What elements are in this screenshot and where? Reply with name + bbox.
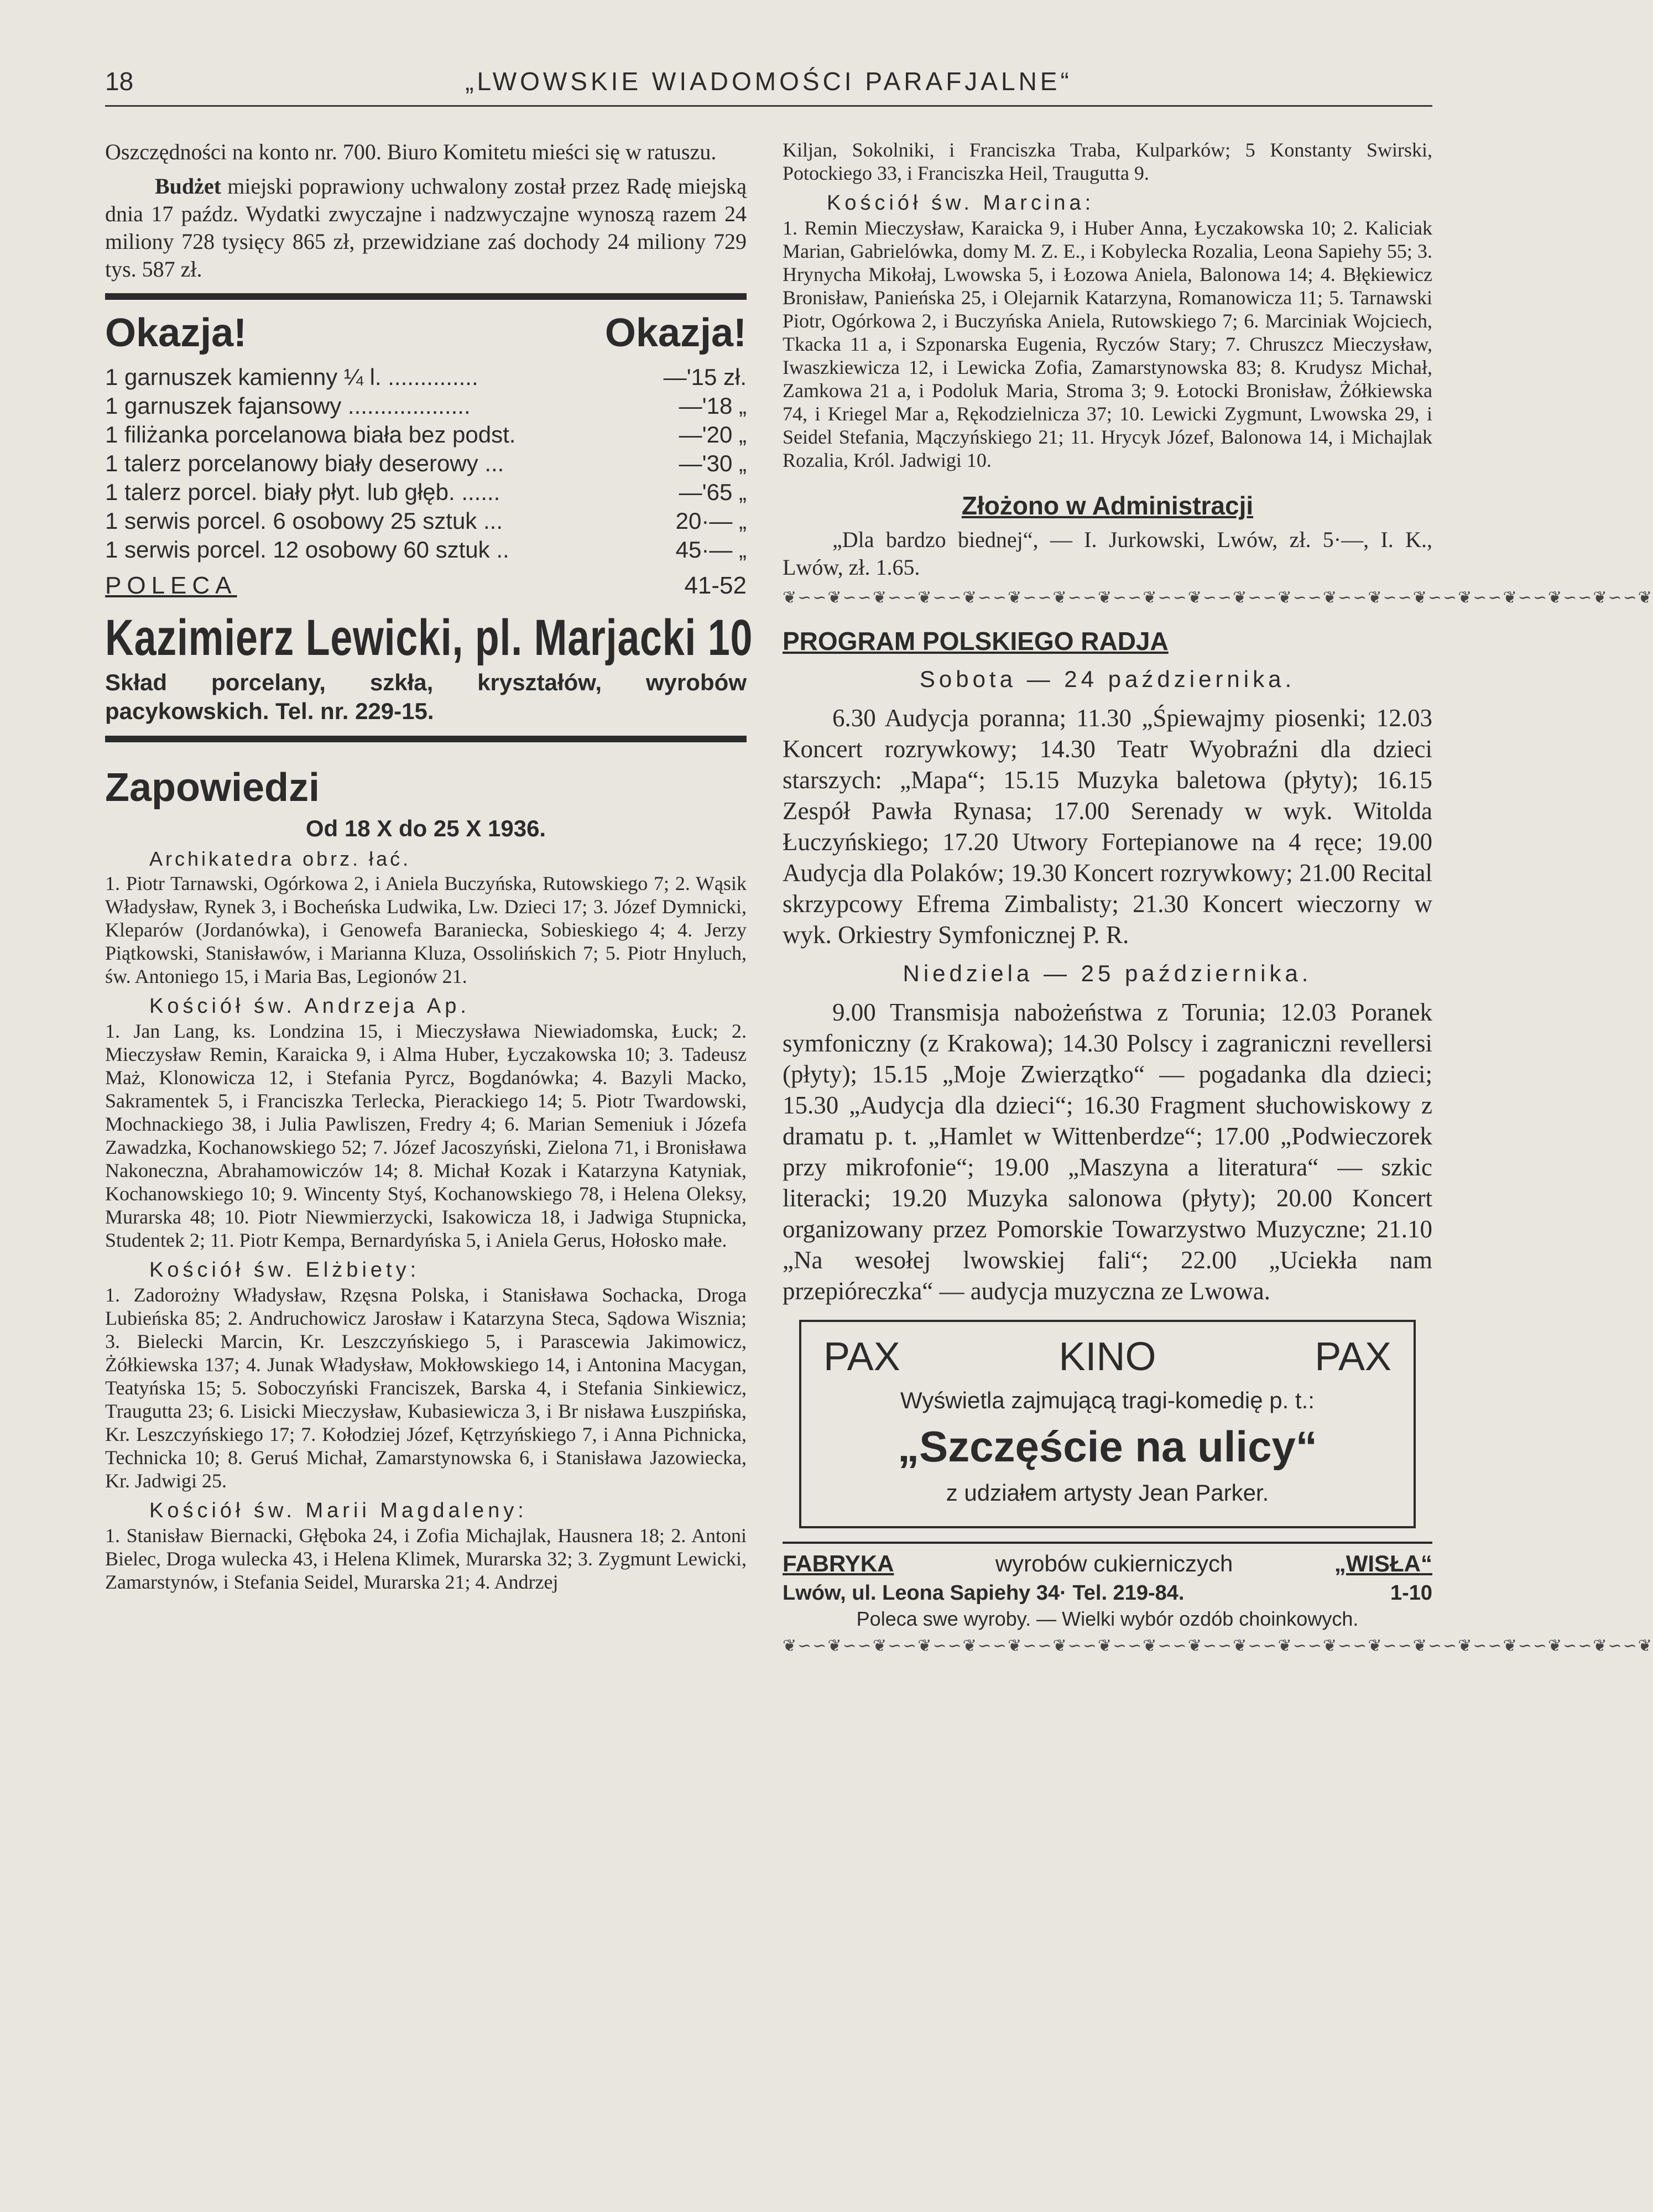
item-name: 1 serwis porcel. 12 osobowy 60 sztuk .. (105, 537, 509, 563)
price-item (105, 363, 747, 392)
zapowiedzi-dates: Od 18 X do 25 X 1936. (305, 815, 546, 841)
poleca-number: 41-52 (684, 572, 747, 599)
zapowiedzi-title: Zapowiedzi (105, 766, 320, 810)
sunday-program: 9.00 Transmisja nabożeństwa z Torunia; 12.03 Poranek symfoniczny (z Krakowa); 14.30 Polscy i zagraniczni revellersi (płyty); 15.15 „Moje Zwierzątko“ — pogadanka dla dzieci; 15.30 „Audycja dla dzieci“; 16.30 Fragment słuchowiskowy z dramatu p. t. „Hamlet w Wittenberdze“; 17.00 „Podwieczorek przy mikrofonie“; 19.00 „Maszyna a literatura“ — szkic literacki; 19.20 Muzyka salonowa (płyty); 20.00 Koncert organizowany przez Pomorskie Towarzystwo Muzyczne; 21.10 „Na wesołej lwowskiej fali“; 22.00 „Uciekła nam przepióreczka“ — audycja muzyczna ze Lwowa. (783, 998, 1432, 1305)
item-price: —'65 „ (679, 479, 747, 505)
cinema-ad (799, 1320, 1416, 1528)
factory-address-line (783, 1581, 1432, 1605)
banns-list: 1. Jan Lang, ks. Londzina 15, i Mieczysława Niewiadomska, Łuck; 2. Mieczysław Remin, Karaicka 9, i Alma Huber, Łyczakowska 10; 3. Tadeusz Maż, Klonowicza 12, i Stefania Pyrcz, Bogdanówka; 4. Bazyli Macko, Sakramentek 5, i Franciszka Terlecka, Pierackiego 14; 5. Piotr Twardowski, Mochnackiego 38, i Julia Pawliszen, Fredry 4; 6. Marian Semeniuk i Józefa Zawadzka, Kochanowskiego 52; 7. Józef Jacoszyński, Zielona 71, i Bronisława Nakoneczna, Abrahamowiczów 14; 8. Michał Kozak i Katarzyna Katyniak, Kochanowskiego 10; 9. Wincenty Styś, Kochanowskiego 78, i Helena Oleksy, Murarska 48; 10. Piotr Niewmierzycki, Isakowicza 18, i Jadwiga Stupnicka, Studentek 2; 11. Piotr Kempa, Bernardyńska 5, i Aniela Gerus, Hołosko małe. (105, 1020, 747, 1251)
price-item (105, 478, 747, 507)
firm-name: Kazimierz Lewicki, pl. Marjacki 10 (105, 610, 753, 666)
saturday-program: 6.30 Audycja poranna; 11.30 „Śpiewajmy piosenki; 12.03 Koncert rozrywkowy; 14.30 Teatr Wyobraźni dla dzieci starszych: „Mapa“; 15.15 Muzyka baletowa (płyty); 16.15 Zespół Pawła Rynasa; 17.00 Serenady w wyk. Witolda Łuczyńskiego; 17.20 Utwory Fortepianowe na 4 ręce; 19.00 Audycja dla Polaków; 19.30 Koncert rozrywkowy; 21.00 Recital skrzypcowy Efrema Zimbalisty; 21.30 Koncert wieczorny w wyk. Orkiestry Symfonicznej P. R. (783, 704, 1432, 949)
left-column (105, 138, 753, 1600)
cinema-ad-cast: z udziałem artysty Jean Parker. (946, 1480, 1269, 1506)
divider (105, 736, 747, 742)
item-name: 1 garnuszek fajansowy ................... (105, 393, 471, 419)
cinema-ad-header (823, 1334, 1391, 1380)
divider (105, 293, 747, 300)
price-item (105, 449, 747, 478)
church-heading: Archikatedra obrz. łać. (149, 847, 411, 870)
church-heading: Kościół św. Elżbiety: (149, 1258, 420, 1282)
donations-text: „Dla bardzo biednej“, — I. Jurkowski, Lwów, zł. 5·—, I. K., Lwów, zł. 1.65. (783, 527, 1432, 580)
firm-description: Skład porcelany, szkła, kryształów, wyrobów pacykowskich. Tel. nr. 229-15. (105, 669, 747, 724)
budget-text: miejski poprawiony uchwalony został przez Radę miejską dnia 17 paźdz. Wydatki zwyczajne i nadzwyczajne wynoszą razem 24 miliony 728 tysięcy 865 zł, przewidziane zaś dochody 24 miliony 729 tys. 587 zł. (105, 174, 747, 282)
film-title: „Szczęście na ulicy“ (898, 1422, 1317, 1471)
factory-ad-header (783, 1550, 1432, 1577)
church-heading: Kościół św. Marcina: (827, 191, 1095, 215)
price-list (105, 363, 747, 564)
item-price: —'20 „ (679, 421, 747, 447)
price-item (105, 507, 747, 535)
banns-continuation: Kiljan, Sokolniki, i Franciszka Traba, Kulparków; 5 Konstanty Swirski, Potockiego 33, i Franciszka Heil, Traugutta 9. (783, 139, 1432, 184)
item-name: 1 talerz porcel. biały płyt. lub głęb. ...... (105, 479, 500, 505)
banns-list: 1. Stanisław Biernacki, Głęboka 24, i Zofia Michajlak, Hausnera 18; 2. Antoni Bielec, Droga wulecka 43, i Helena Klimek, Murarska 32; 3. Zygmunt Lewicki, Zamarstynów, i Stefania Seidel, Murarska 21; 4. Andrzej (105, 1524, 747, 1593)
church-heading: Kościół św. Marii Magdaleny: (149, 1499, 528, 1522)
cinema-ad-line: Wyświetla zajmującą tragi-komedię p. t.: (900, 1387, 1315, 1413)
page-title: „LWOWSKIE WIADOMOŚCI PARAFJALNE“ (465, 67, 1072, 96)
sunday-heading: Niedziela — 25 października. (903, 960, 1312, 986)
factory-number: 1-10 (1390, 1581, 1432, 1605)
budget-lead: Budżet (155, 174, 221, 199)
okazja-left: Okazja! (105, 311, 247, 355)
factory-name: „WISŁA“ (1334, 1550, 1432, 1576)
item-name: 1 filiżanka porcelanowa biała bez podst. (105, 421, 516, 447)
price-item (105, 392, 747, 420)
pax-right: PAX (1315, 1335, 1391, 1379)
factory-kind: wyrobów cukierniczych (995, 1550, 1233, 1576)
factory-tagline: Poleca swe wyroby. — Wielki wybór ozdób choinkowych. (856, 1607, 1359, 1630)
item-price: —'30 „ (679, 450, 747, 476)
okazja-right: Okazja! (604, 311, 747, 355)
church-heading: Kościół św. Andrzeja Ap. (149, 995, 470, 1018)
item-price: 20·— „ (675, 508, 747, 534)
factory-word: FABRYKA (783, 1550, 894, 1576)
item-name: 1 serwis porcel. 6 osobowy 25 sztuk ... (105, 508, 503, 534)
price-item (105, 420, 747, 449)
pax-left: PAX (823, 1335, 900, 1379)
item-name: 1 talerz porcelanowy biały deserowy ... (105, 450, 504, 476)
item-price: —'15 zł. (663, 364, 747, 390)
budget-paragraph (105, 173, 747, 283)
radio-title: PROGRAM POLSKIEGO RADJA (783, 627, 1169, 655)
poleca-word: POLECA (105, 572, 237, 599)
saturday-heading: Sobota — 24 października. (919, 666, 1296, 692)
banns-list: 1. Piotr Tarnawski, Ogórkowa 2, i Aniela Buczyńska, Rutowskiego 7; 2. Wąsik Władysław, Rynek 3, i Bocheńska Ludwika, Lw. Dzieci 17; 3. Józef Dymnicki, Kleparów (Jordanówka), i Genowefa Baraniecka, Sobieskiego 4; 4. Jerzy Piątkowski, Stanisławów, i Marianna Kluza, Ossolińskich 7; 5. Piotr Hnyluch, św. Antoniego 15, i Maria Bas, Legionów 21. (105, 872, 747, 987)
kino-label: KINO (1058, 1335, 1156, 1379)
ornament-divider: ❦∽∽❦∽∽❦∽∽❦∽∽❦∽∽❦∽∽❦∽∽❦∽∽❦∽∽❦∽∽❦∽∽❦∽∽❦∽∽❦∽∽❦∽∽❦∽∽❦∽∽❦∽∽❦∽∽❦ (783, 1637, 1653, 1655)
page-number: 18 (105, 67, 134, 96)
price-item (105, 535, 747, 564)
banns-list: 1. Zadorożny Władysław, Rzęsna Polska, i Stanisława Sochacka, Droga Lubieńska 85; 2. Andruchowicz Jarosław i Katarzyna Steca, Sądowa Wisznia; 3. Bielecki Marcin, Kr. Leszczyńskiego 5, i Parascewia Jakimowicz, Żółkiewska 137; 4. Junak Władysław, Mokłowskiego 14, i Antonina Macygan, Teatyńska 15; 5. Soboczyński Franciszek, Barska 4, i Stefania Sinkiewicz, Traugutta 23; 6. Lisicki Mieczysław, Kubasiewicza 3, i Br nisława Łuszpińska, Kr. Leszczyńskiego 17; 7. Kołodziej Józef, Kętrzyńskiego 7, i Anna Pichnicka, Technicka 10; 8. Geruś Michał, Zamarstynowska 6, i Stanisława Jazowiecka, Kr. Jadwigi 25. (105, 1284, 747, 1492)
factory-address: Lwów, ul. Leona Sapiehy 34· Tel. 219-84. (783, 1581, 1185, 1605)
right-column (783, 138, 1653, 1661)
okazja-heading (105, 311, 747, 355)
item-price: 45·— „ (675, 537, 747, 563)
intro-paragraph: Oszczędności na konto nr. 700. Biuro Komitetu mieści się w ratuszu. (105, 139, 717, 164)
donations-title: Złożono w Administracji (961, 491, 1254, 520)
page-header (105, 66, 1432, 107)
ornament-divider: ❦∽∽❦∽∽❦∽∽❦∽∽❦∽∽❦∽∽❦∽∽❦∽∽❦∽∽❦∽∽❦∽∽❦∽∽❦∽∽❦∽∽❦∽∽❦∽∽❦∽∽❦∽∽❦∽∽❦ (783, 589, 1653, 607)
poleca-line (105, 572, 747, 600)
item-price: —'18 „ (679, 393, 747, 419)
banns-list: 1. Remin Mieczysław, Karaicka 9, i Huber Anna, Łyczakowska 10; 2. Kaliciak Marian, Gabrielówka, domy M. Z. E., i Kobylecka Rozalia, Leona Sapiehy 55; 3. Hrynycha Mikołaj, Lwowska 5, i Łozowa Aniela, Balonowa 14; 4. Błękiewicz Bronisław, Panieńska 25, i Olejarnik Katarzyna, Romanowicza 11; 5. Tarnawski Piotr, Ogórkowa 2, i Buczyńska Aniela, Rutowskiego 7; 6. Marciniak Wojciech, Tkacka 11 a, i Szponarska Eugenia, Ryczów Stary; 7. Chruszcz Mieczysław, Iwaszkiewicza 12, i Lewicka Zofia, Zamarstynowska 83; 8. Krudysz Michał, Zamkowa 21 a, i Podoluk Maria, Stroma 3; 9. Łotocki Bronisław, Żółkiewska 74, i Kriegel Mar a, Rękodzielnicza 37; 10. Lewicki Zygmunt, Lwowska 29, i Seidel Stefania, Mączyńskiego 21; 11. Hrycyk Józef, Balonowa 14, i Michajlak Rozalia, Król. Jadwigi 10. (783, 217, 1432, 471)
item-name: 1 garnuszek kamienny ¼ l. .............. (105, 364, 478, 390)
divider (783, 1542, 1432, 1544)
